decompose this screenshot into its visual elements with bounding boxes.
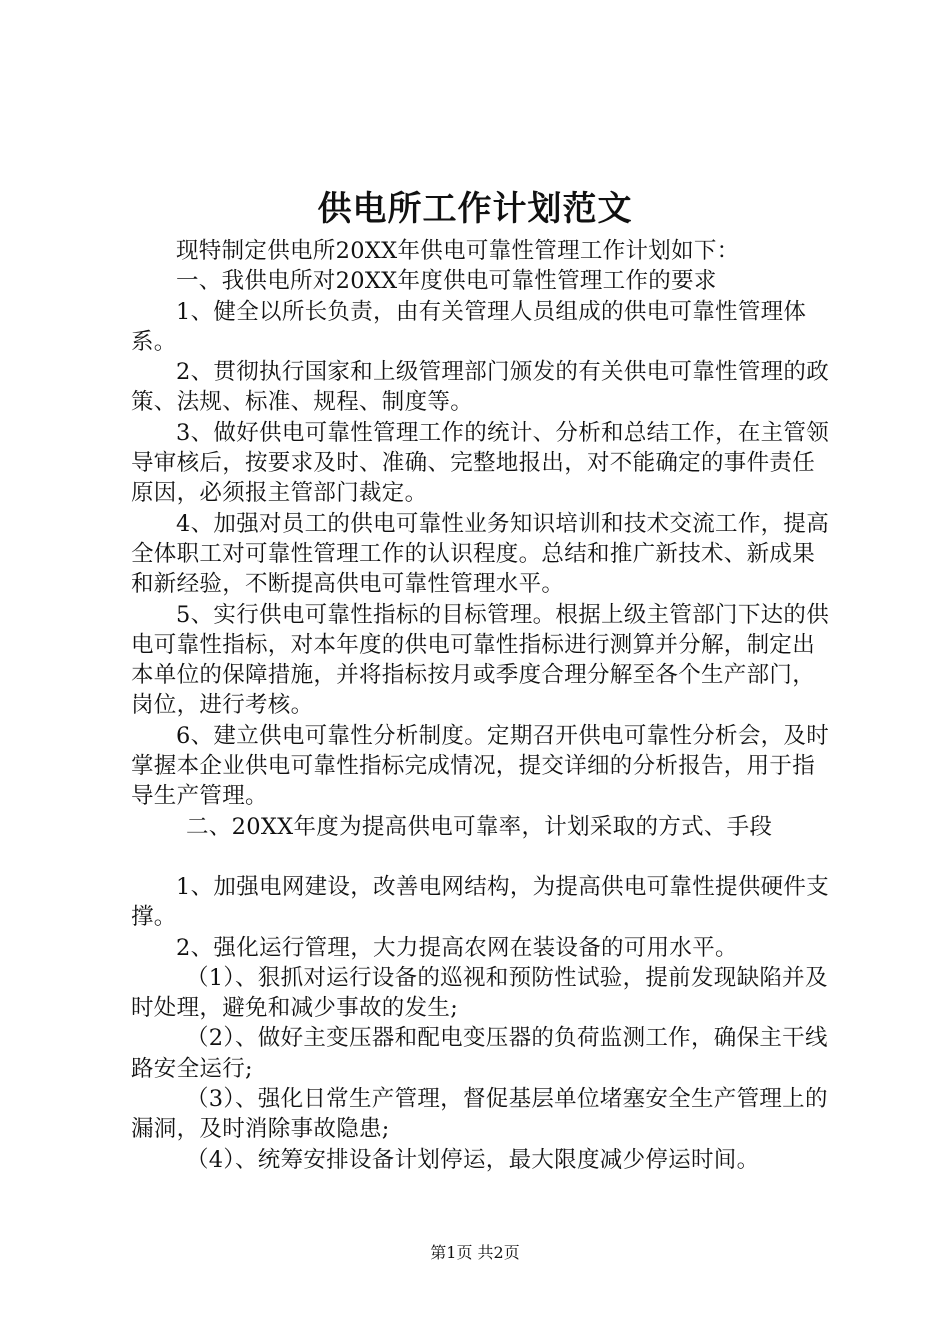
section-heading-2: 二、20XX年度为提高供电可靠率，计划采取的方式、手段	[186, 813, 773, 840]
paragraph-item: 5、实行供电可靠性指标的目标管理。根据上级主管部门下达的供电可靠性指标，对本年度的供电可靠性指标进行测算并分解，制定出本单位的保障措施，并将指标按月或季度合理分解至各个生产部门，岗位，进行考核。	[131, 601, 830, 719]
paragraph-item: 2、强化运行管理，大力提高农网在装设备的可用水平。	[176, 934, 738, 961]
paragraph-item: 2、贯彻执行国家和上级管理部门颁发的有关供电可靠性管理的政策、法规、标准、规程、制度等。	[131, 359, 830, 416]
paragraph-item: 1、健全以所长负责，由有关管理人员组成的供电可靠性管理体系。	[131, 298, 807, 355]
paragraph-item: 1、加强电网建设，改善电网结构，为提高供电可靠性提供硬件支撑。	[131, 873, 830, 931]
sub-item: （1）、狠抓对运行设备的巡视和预防性试验，提前发现缺陷并及时处理，避免和减少事故的发生;	[131, 964, 828, 1022]
sub-item: （3）、强化日常生产管理，督促基层单位堵塞安全生产管理上的漏洞，及时消除事故隐患;	[131, 1086, 828, 1143]
page-footer: 第1页 共2页	[430, 1243, 520, 1262]
sub-item: （4）、统筹安排设备计划停运，最大限度减少停运时间。	[186, 1146, 760, 1173]
paragraph-item: 3、做好供电可靠性管理工作的统计、分析和总结工作，在主管领导审核后，按要求及时、准确、完整地报出，对不能确定的事件责任原因，必须报主管部门裁定。	[131, 419, 830, 507]
document-body	[131, 236, 831, 1175]
intro-paragraph: 现特制定供电所20XX年供电可靠性管理工作计划如下：	[176, 238, 740, 264]
section-heading-1: 一、我供电所对20XX年度供电可靠性管理工作的要求	[176, 268, 717, 295]
sub-item: （2）、做好主变压器和配电变压器的负荷监测工作，确保主干线路安全运行;	[131, 1025, 828, 1082]
paragraph-item: 6、建立供电可靠性分析制度。定期召开供电可靠性分析会，及时掌握本企业供电可靠性指标完成情况，提交详细的分析报告，用于指导生产管理。	[131, 722, 830, 810]
blank-line	[131, 842, 831, 872]
document-title: 供电所工作计划范文	[317, 189, 633, 229]
paragraph-item: 4、加强对员工的供电可靠性业务知识培训和技术交流工作，提高全体职工对可靠性管理工作的认识程度。总结和推广新技术、新成果和新经验，不断提高供电可靠性管理水平。	[131, 510, 830, 598]
